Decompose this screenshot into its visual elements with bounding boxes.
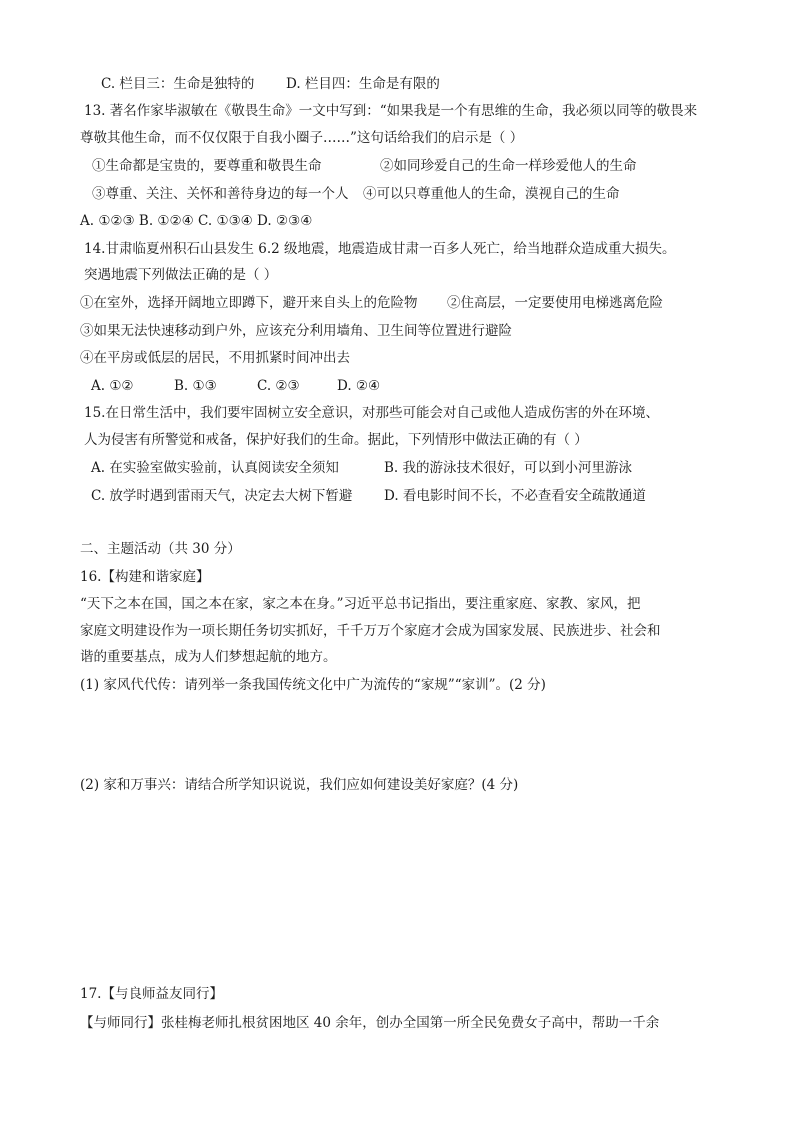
q13-item-4: ④可以只尊重他人的生命，漠视自己的生命 bbox=[363, 186, 620, 202]
q13-stem-line2: 尊敬其他生命，而不仅仅限于自我小圈子……”这句话给我们的启示是（ ） bbox=[80, 130, 524, 146]
q16-sub-question-2: (2) 家和万事兴：请结合所学知识说说，我们应如何建设美好家庭？(4 分) bbox=[80, 777, 519, 793]
q14-stem-line2: 突遇地震下列做法正确的是（ ） bbox=[84, 267, 278, 283]
q12-option-c: C. 栏目三：生命是独特的 bbox=[101, 76, 255, 92]
q14-item-3: ③如果无法快速移动到户外，应该充分利用墙角、卫生间等位置进行避险 bbox=[80, 323, 512, 339]
q14-item-4: ④在平房或低层的居民，不用抓紧时间冲出去 bbox=[80, 350, 350, 366]
section-2-title: 二、主题活动（共 30 分） bbox=[80, 541, 241, 557]
q13-item-1: ①生命都是宝贵的，要尊重和敬畏生命 bbox=[92, 158, 322, 174]
q12-option-d: D. 栏目四：生命是有限的 bbox=[286, 76, 440, 92]
q16-sub-question-1: (1) 家风代代传：请列举一条我国传统文化中广为流传的“家规”“家训”。(2 分) bbox=[80, 677, 546, 693]
q14-option-a: A. ①② bbox=[91, 378, 134, 394]
q17-title: 17.【与良师益友同行】 bbox=[80, 986, 223, 1002]
q16-paragraph-line2: 家庭文明建设作为一项长期任务切实抓好，千千万万个家庭才会成为国家发展、民族进步、社会和 bbox=[80, 623, 661, 639]
q15-option-d: D. 看电影时间不长，不必查看安全疏散通道 bbox=[384, 488, 646, 504]
q13-item-2: ②如同珍爱自己的生命一样珍爱他人的生命 bbox=[380, 158, 637, 174]
q17-line1: 【与师同行】张桂梅老师扎根贫困地区 40 余年，创办全国第一所全民免费女子高中，帮助一千余 bbox=[80, 1015, 660, 1031]
q14-item-1: ①在室外，选择开阔地立即蹲下，避开来自头上的危险物 bbox=[80, 295, 418, 311]
q13-item-3: ③尊重、关注、关怀和善待身边的每一个人 bbox=[92, 186, 349, 202]
q14-option-b: B. ①③ bbox=[174, 378, 217, 394]
q14-option-c: C. ②③ bbox=[257, 378, 300, 394]
q13-answer-options: A. ①②③ B. ①②④ C. ①③④ D. ②③④ bbox=[80, 213, 313, 229]
q15-stem-line2: 人为侵害有所警觉和戒备，保护好我们的生命。据此，下列情形中做法正确的有（ ） bbox=[84, 432, 588, 448]
q16-paragraph-line3: 谐的重要基点，成为人们梦想起航的地方。 bbox=[80, 649, 337, 665]
q15-stem-line1: 15.在日常生活中，我们要牢固树立安全意识，对那些可能会对自己或他人造成伤害的外在环境、 bbox=[84, 405, 659, 421]
q13-stem-line1: 13. 著名作家毕淑敏在《敬畏生命》一文中写到：“如果我是一个有思维的生命，我必须以同等的敬畏来 bbox=[84, 103, 698, 119]
q16-paragraph-line1: “天下之本在国，国之本在家，家之本在身。”习近平总书记指出，要注重家庭、家教、家风，把 bbox=[80, 596, 641, 612]
q15-option-c: C. 放学时遇到雷雨天气，决定去大树下暂避 bbox=[91, 488, 353, 504]
q14-stem-line1: 14.甘肃临夏州积石山县发生 6.2 级地震，地震造成甘肃一百多人死亡，给当地群众造成重大损失。 bbox=[84, 241, 676, 257]
q15-option-b: B. 我的游泳技术很好，可以到小河里游泳 bbox=[384, 460, 633, 476]
q14-item-2: ②住高层，一定要使用电梯逃离危险 bbox=[447, 295, 663, 311]
q15-option-a: A. 在实验室做实验前，认真阅读安全须知 bbox=[91, 460, 339, 476]
q16-title: 16.【构建和谐家庭】 bbox=[80, 569, 210, 585]
q14-option-d: D. ②④ bbox=[337, 378, 381, 394]
